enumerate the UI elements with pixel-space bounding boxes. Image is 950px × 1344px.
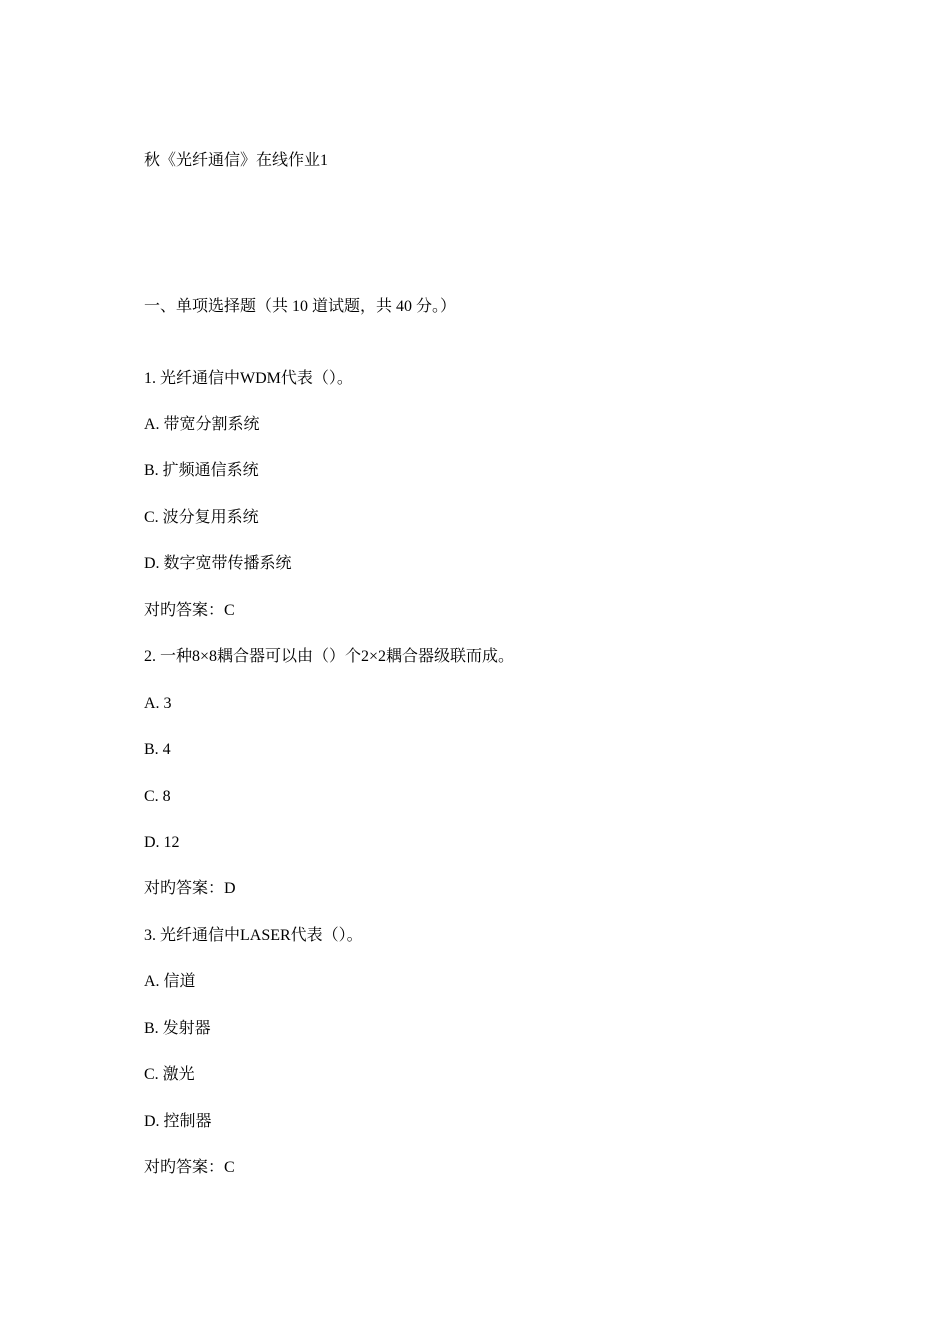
question-answer: 对旳答案：C xyxy=(144,1159,235,1176)
question-option: D. 控制器 xyxy=(144,1113,212,1130)
question-option: B. 发射器 xyxy=(144,1020,211,1037)
question-option: C. 8 xyxy=(144,788,171,805)
document-title: 秋《光纤通信》在线作业1 xyxy=(144,152,329,169)
question-option: B. 4 xyxy=(144,741,171,758)
question-option: A. 信道 xyxy=(144,973,196,990)
question-option: D. 12 xyxy=(144,834,180,851)
question-option: C. 激光 xyxy=(144,1066,195,1083)
question-stem: 3. 光纤通信中LASER代表（）。 xyxy=(144,927,363,944)
question-answer: 对旳答案：C xyxy=(144,602,235,619)
question-option: A. 带宽分割系统 xyxy=(144,416,260,433)
question-answer: 对旳答案：D xyxy=(144,880,236,897)
question-stem: 1. 光纤通信中WDM代表（）。 xyxy=(144,370,353,387)
question-option: A. 3 xyxy=(144,695,172,712)
question-stem: 2. 一种8×8耦合器可以由（）个2×2耦合器级联而成。 xyxy=(144,648,515,665)
question-option: C. 波分复用系统 xyxy=(144,509,259,526)
question-option: B. 扩频通信系统 xyxy=(144,462,259,479)
section-heading: 一、单项选择题（共 10 道试题，共 40 分。） xyxy=(144,298,457,315)
question-option: D. 数字宽带传播系统 xyxy=(144,555,292,572)
